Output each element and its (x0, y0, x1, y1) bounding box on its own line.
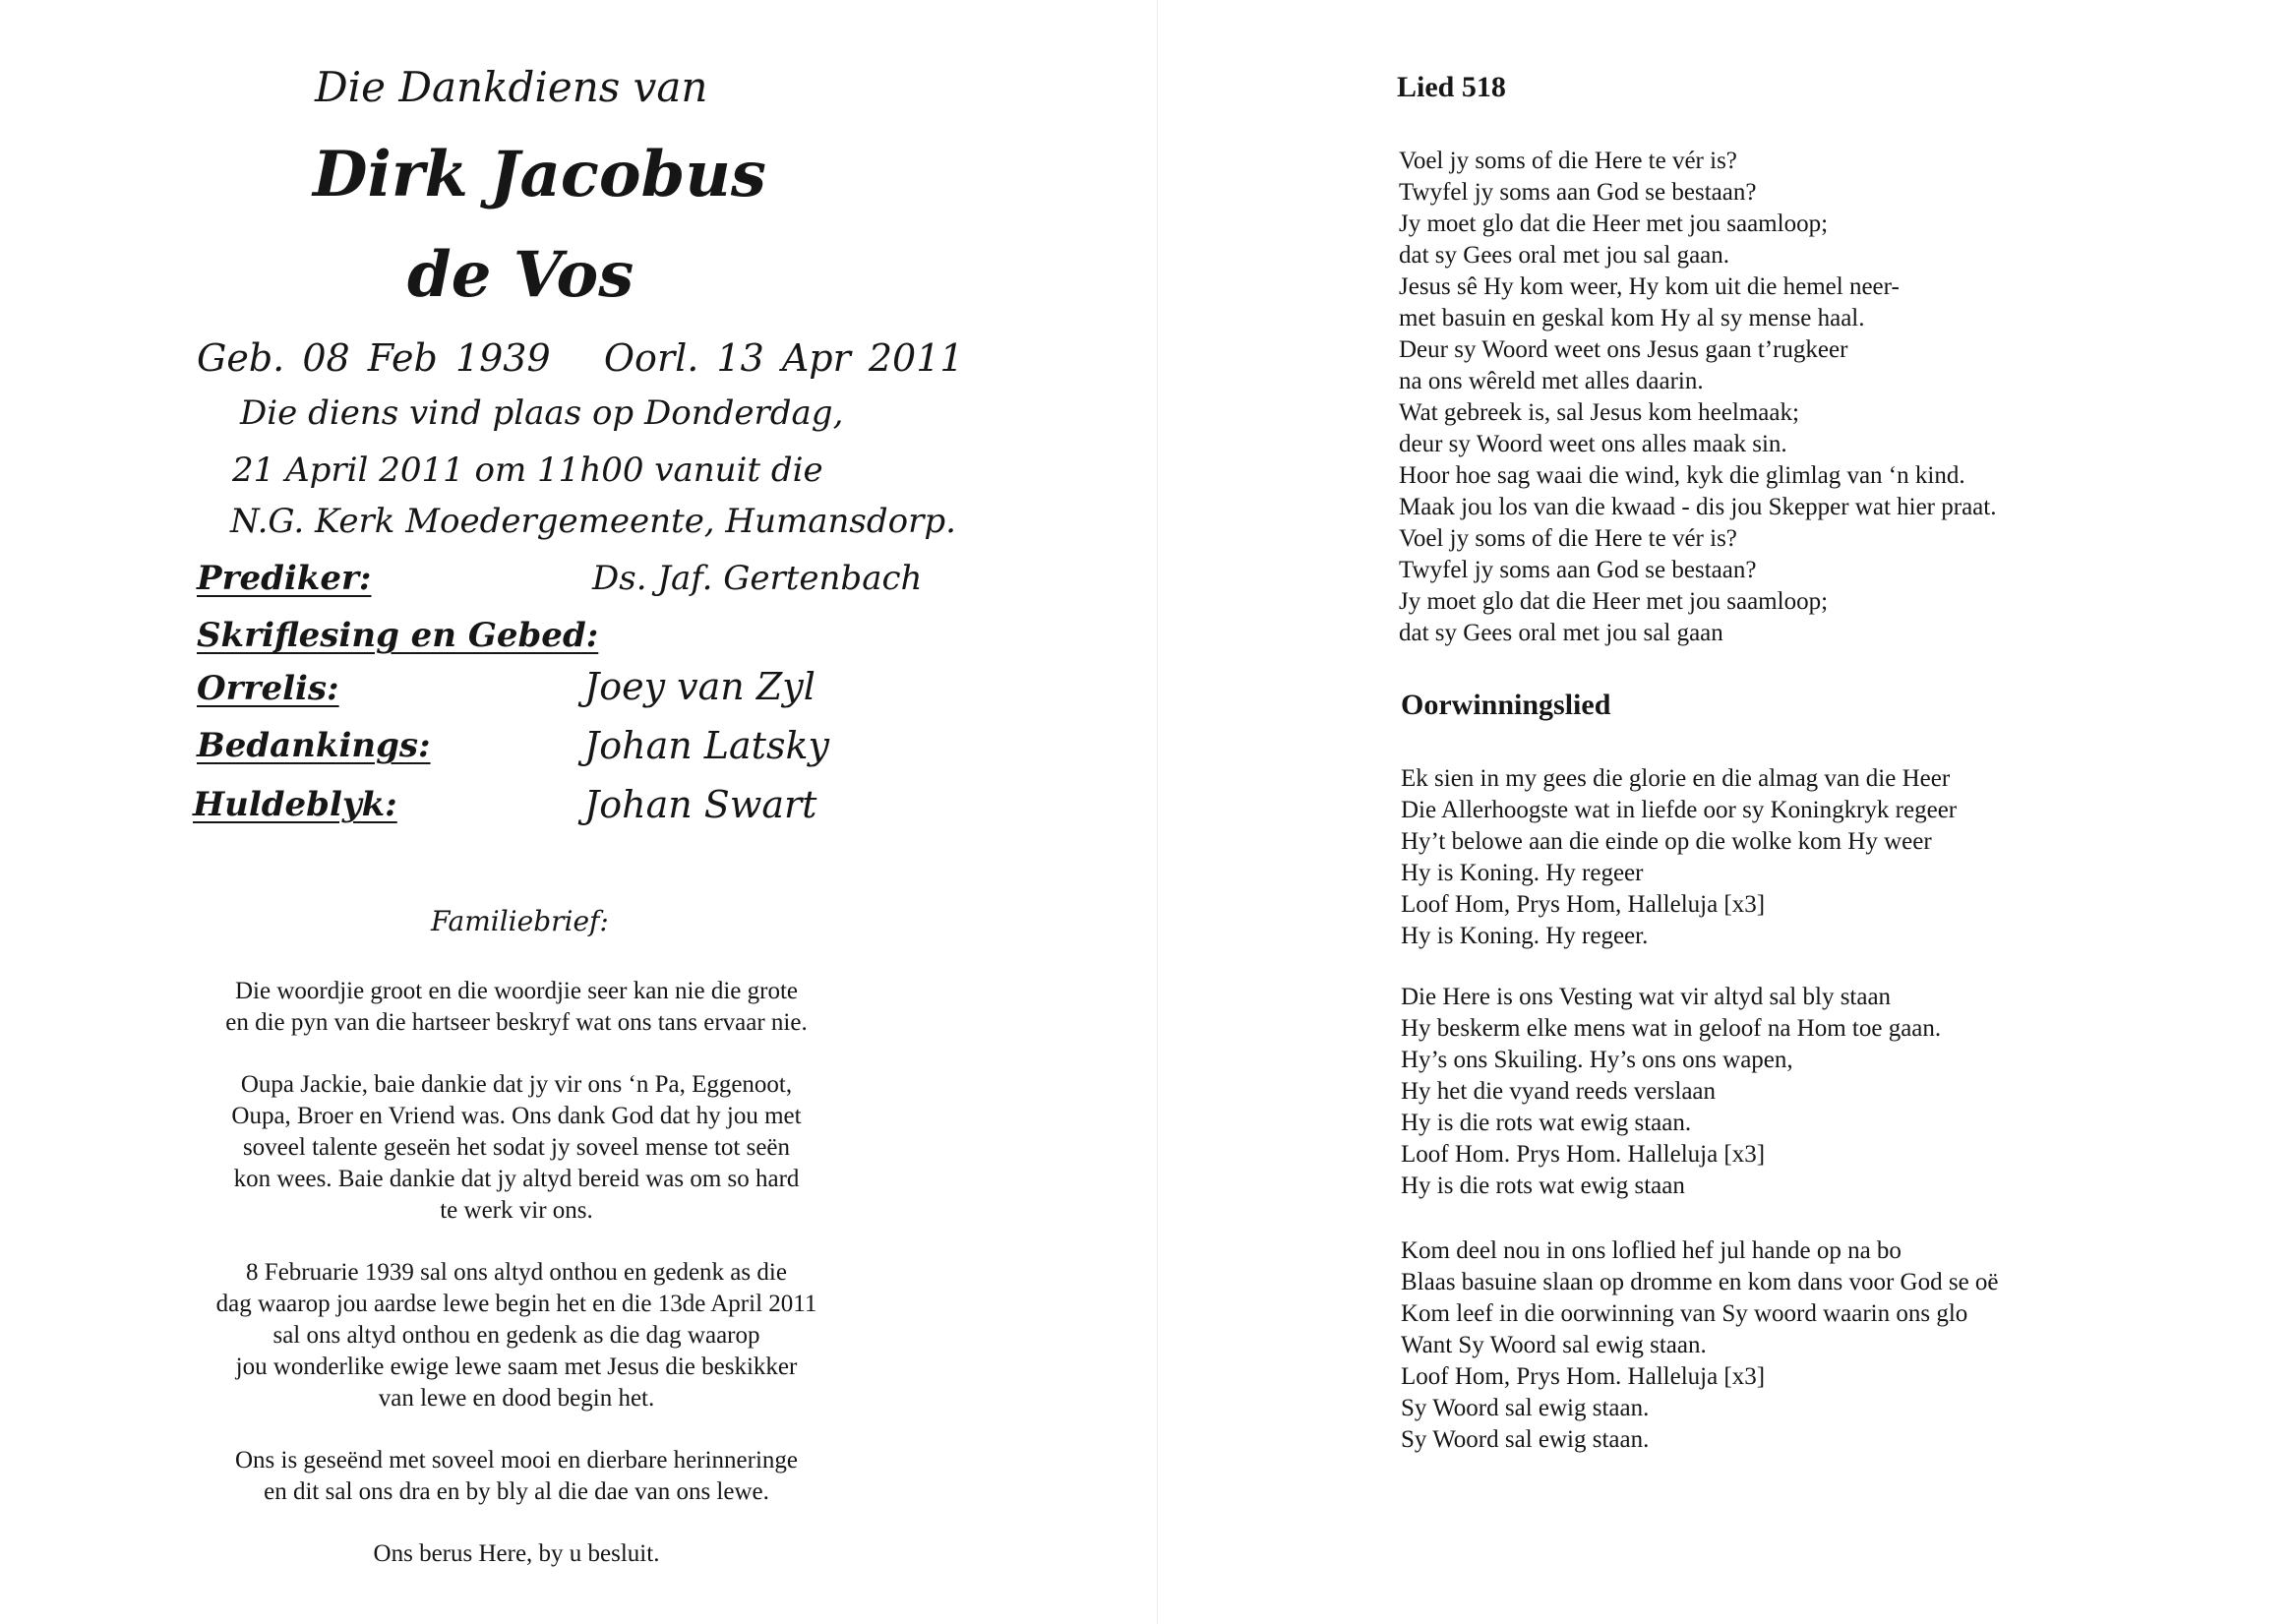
deceased-name-line1: Dirk Jacobus (313, 138, 766, 211)
role-value-prediker: Ds. Jaf. Gertenbach (592, 559, 923, 598)
role-value-bedankings: Johan Latsky (584, 724, 829, 767)
role-label-prediker: Prediker: (197, 559, 372, 598)
service-info-line1: Die diens vind plaas op Donderdag, (240, 393, 844, 433)
song2-title: Oorwinningslied (1401, 689, 1611, 721)
service-info-line3: N.G. Kerk Moedergemeente, Humansdorp. (230, 502, 956, 541)
song2-verse-1: Ek sien in my gees die glorie en die almag van die Heer Die Allerhoogste wat in liefde oor sy Koningkryk regeer Hy’t belowe aan die einde op die wolke kom Hy weer Hy is Koning. Hy regeer Loof Hom, Prys Hom, Halleluja [x3] Hy is Koning. Hy regeer. (1401, 765, 1958, 949)
song2-verse-2: Die Here is ons Vesting wat vir altyd sal bly staan Hy beskerm elke mens wat in geloof na Hom toe gaan. Hy’s ons Skuiling. Hy’s ons ons wapen, Hy het die vyand reeds verslaan Hy is die rots wat ewig staan. Loof Hom. Prys Hom. Halleluja [x3] Hy is die rots wat ewig staan (1401, 984, 1942, 1199)
role-label-skriflesing: Skriflesing en Gebed: (197, 616, 599, 655)
service-info-line2: 21 April 2011 om 11h00 vanuit die (232, 451, 823, 490)
letter-title: Familiebrief: (431, 905, 609, 937)
role-label-bedankings: Bedankings: (197, 726, 431, 765)
page-fold (1157, 0, 1158, 1624)
letter-paragraph: Ons berus Here, by u besluit. (373, 1540, 660, 1567)
role-label-orrelis: Orrelis: (197, 669, 339, 708)
role-value-orrelis: Joey van Zyl (584, 665, 815, 708)
birth-date: Geb. 08 Feb 1939 (197, 336, 551, 380)
family-letter (157, 976, 876, 1600)
song1-lyrics: Voel jy soms of die Here te vér is? Twyfel jy soms aan God se bestaan? Jy moet glo dat die Heer met jou saamloop; dat sy Gees oral met jou sal gaan. Jesus sê Hy kom weer, Hy kom uit die hemel neer- met basuin en geskal kom Hy al sy mense haal. Deur sy Woord weet ons Jesus gaan t’rugkeer na ons wêreld met alles daarin. Wat gebreek is, sal Jesus kom heelmaak; deur sy Woord weet ons alles maak sin. Hoor hoe sag waai die wind, kyk die glimlag van ‘n kind. Maak jou los van die kwaad - dis jou Skepper wat hier praat. Voel jy soms of die Here te vér is? Twyfel jy soms aan God se bestaan? Jy moet glo dat die Heer met jou saamloop; dat sy Gees oral met jou sal gaan (1399, 148, 1997, 646)
death-date: Oorl. 13 Apr 2011 (603, 336, 964, 380)
letter-paragraph: 8 Februarie 1939 sal ons altyd onthou en gedenk as die dag waarop jou aardse lewe begin het en die 13de April 2011 sal ons altyd onthou en gedenk as die dag waarop jou wonderlike ewige lewe saam met Jesus die beskikker van lewe en dood begin het. (215, 1259, 817, 1412)
life-dates (197, 336, 964, 380)
role-label-huldeblyk: Huldeblyk: (193, 785, 397, 824)
deceased-name-line2: de Vos (407, 238, 634, 312)
letter-paragraph: Ons is geseënd met soveel mooi en dierbare herinneringe en dit sal ons dra en by bly al die dae van ons lewe. (234, 1447, 799, 1505)
role-value-huldeblyk: Johan Swart (584, 783, 817, 826)
song1-title: Lied 518 (1397, 71, 1506, 103)
letter-paragraph: Die woordjie groot en die woordjie seer kan nie die grote en die pyn van die hartseer beskryf wat ons tans ervaar nie. (225, 978, 808, 1036)
service-heading: Die Dankdiens van (315, 63, 708, 111)
song2-verse-3: Kom deel nou in ons loflied hef jul hande op na bo Blaas basuine slaan op dromme en kom dans voor God se oë Kom leef in die oorwinning van Sy woord waarin ons glo Want Sy Woord sal ewig staan. Loof Hom, Prys Hom. Halleluja [x3] Sy Woord sal ewig staan. Sy Woord sal ewig staan. (1401, 1237, 1999, 1453)
letter-paragraph: Oupa Jackie, baie dankie dat jy vir ons ‘n Pa, Eggenoot, Oupa, Broer en Vriend was. Ons dank God dat hy jou met soveel talente geseën het sodat jy soveel mense tot seën kon wees. Baie dankie dat jy altyd bereid was om so hard te werk vir ons. (231, 1071, 802, 1224)
